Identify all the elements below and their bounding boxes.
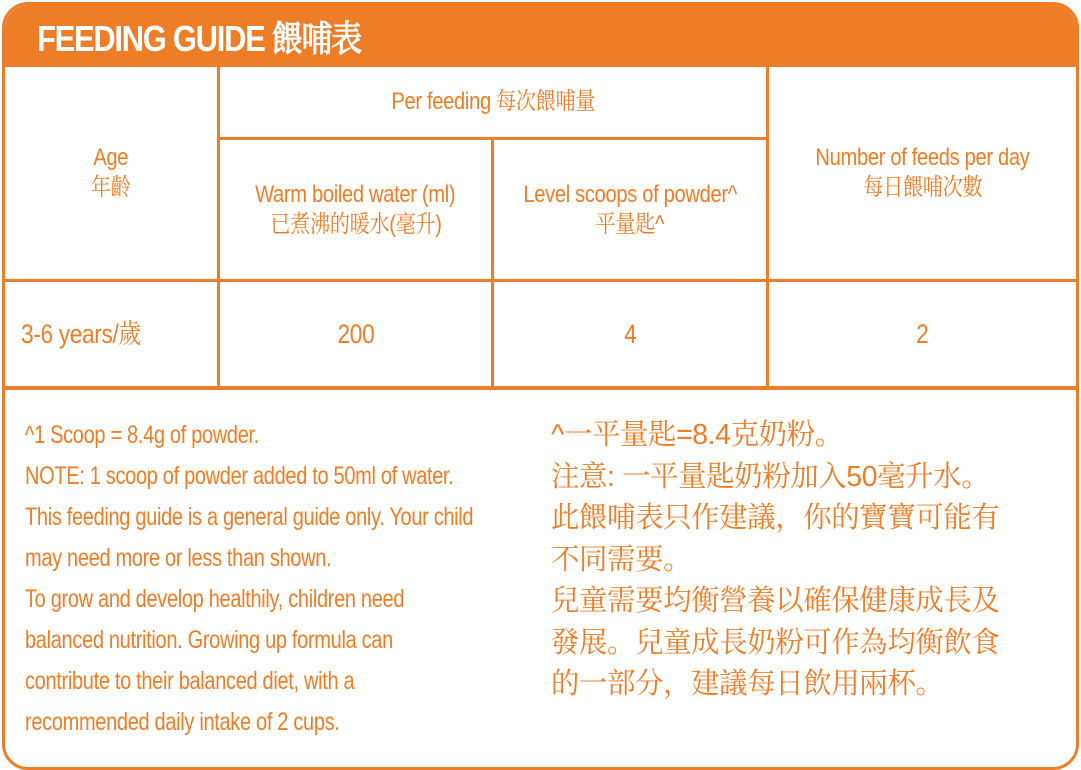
- note-line-zh: 的一部分，建議每日飲用兩杯。: [551, 668, 944, 700]
- note-line-zh: 發展。兒童成長奶粉可作為均衡飲食: [551, 626, 1000, 659]
- per-feeding-header-cell: [220, 67, 766, 137]
- water-header-cell: [220, 140, 491, 279]
- table-bottom-border: [5, 386, 1076, 390]
- water-value: 200: [337, 319, 374, 349]
- scoops-header-cell: [494, 140, 766, 279]
- note-line-zh: 注意: 一平量匙奶粉加入50毫升水。: [551, 460, 990, 493]
- age-value: 3-6 years/歲: [21, 319, 141, 349]
- feeds-header-zh: 每日餵哺次數: [863, 174, 982, 201]
- age-header-cell: [5, 67, 217, 279]
- feeds-value: 2: [916, 319, 929, 349]
- note-line-zh: ^一平量匙=8.4克奶粉。: [551, 419, 843, 451]
- notes-chinese: [551, 415, 1071, 706]
- feeding-guide-card: [2, 2, 1079, 770]
- page-title: FEEDING GUIDE 餵哺表: [37, 18, 361, 59]
- age-header-en: Age: [93, 144, 129, 171]
- note-line-en: may need more or less than shown.: [25, 544, 332, 572]
- scoops-value: 4: [623, 319, 637, 349]
- note-line-en: NOTE: 1 scoop of powder added to 50ml of water.: [25, 462, 454, 490]
- scoops-value-cell: [494, 282, 766, 386]
- scoops-header-en: Level scoops of powder^: [523, 180, 737, 208]
- feeds-header-en: Number of feeds per day: [815, 144, 1030, 171]
- water-header-zh: 已煮沸的暖水(毫升): [269, 210, 442, 238]
- note-line-zh: 不同需要。: [551, 543, 692, 576]
- scoops-header-zh: 平量匙^: [595, 210, 665, 238]
- feeds-header-cell: [769, 67, 1076, 279]
- age-header-zh: 年齡: [91, 174, 131, 201]
- note-line-en: balanced nutrition. Growing up formula can: [25, 626, 393, 654]
- note-line-zh: 兒童需要均衡營養以確保健康成長及: [551, 585, 1000, 617]
- notes-english: [25, 415, 545, 743]
- feeds-value-cell: [769, 282, 1076, 386]
- water-value-cell: [220, 282, 491, 386]
- water-header-en: Warm boiled water (ml): [255, 180, 456, 208]
- note-line-en: recommended daily intake of 2 cups.: [25, 708, 340, 736]
- table-row: [21, 282, 217, 386]
- note-line-en: ^1 Scoop = 8.4g of powder.: [25, 421, 260, 449]
- note-line-zh: 此餵哺表只作建議，你的寶寶可能有: [551, 502, 1000, 534]
- note-line-en: contribute to their balanced diet, with a: [25, 667, 355, 695]
- note-line-en: This feeding guide is a general guide only. Your child: [25, 503, 474, 531]
- note-line-en: To grow and develop healthily, children need: [25, 585, 405, 613]
- header-bar: [5, 5, 1076, 63]
- per-feeding-header: Per feeding 每次餵哺量: [391, 88, 595, 115]
